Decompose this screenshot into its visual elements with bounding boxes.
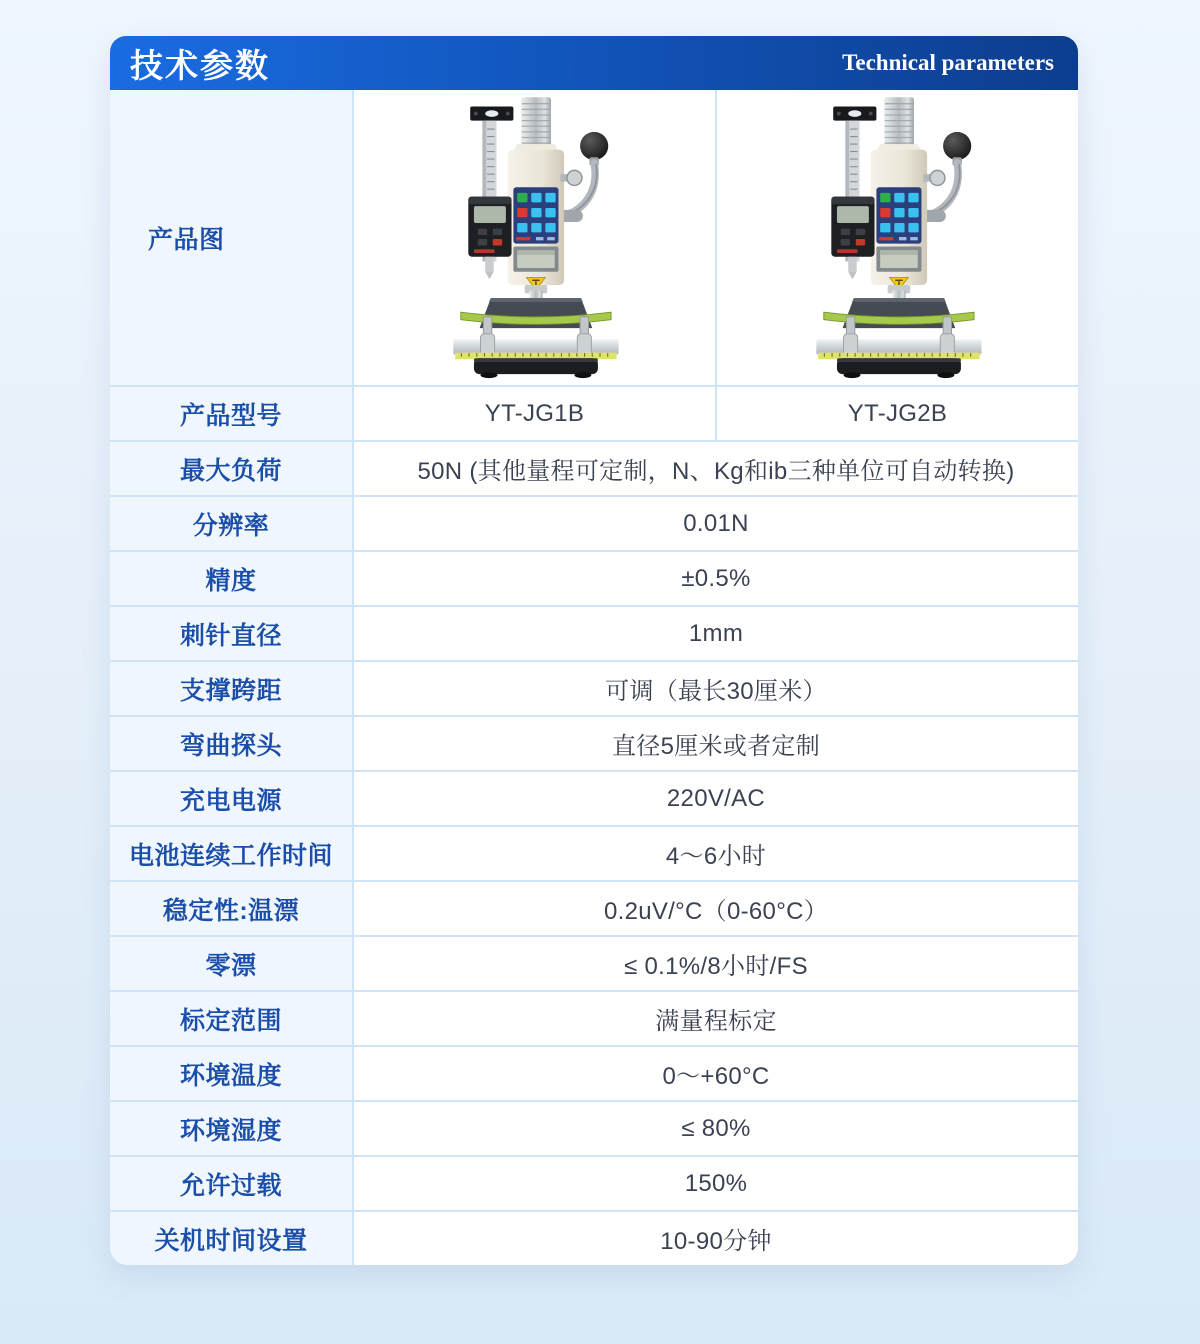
spec-label: 分辨率	[110, 497, 354, 550]
row-allowable-overload	[110, 1155, 1078, 1210]
spec-value: 1mm	[354, 607, 1078, 660]
spec-label: 环境温度	[110, 1047, 354, 1100]
spec-label: 电池连续工作时间	[110, 827, 354, 880]
card-header	[110, 36, 1078, 90]
spec-label: 标定范围	[110, 992, 354, 1045]
row-calibration-range	[110, 990, 1078, 1045]
product-photo-1	[354, 90, 715, 385]
row-product-model	[110, 385, 1078, 440]
row-product-image	[110, 90, 1078, 385]
header-title-zh: 技术参数	[130, 46, 270, 84]
spec-label: 稳定性:温漂	[110, 882, 354, 935]
label-product-image: 产品图	[110, 90, 354, 385]
spec-label: 零漂	[110, 937, 354, 990]
technical-parameters-card	[110, 36, 1078, 1265]
row-needle-diameter	[110, 605, 1078, 660]
spec-value: ≤ 80%	[354, 1102, 1078, 1155]
force-gauge-test-stand-icon	[790, 97, 1006, 379]
spec-value: 50N (其他量程可定制，N、Kg和ib三种单位可自动转换)	[354, 442, 1078, 495]
spec-value: 0.2uV/°C（0-60°C）	[354, 882, 1078, 935]
spec-label: 刺针直径	[110, 607, 354, 660]
row-accuracy	[110, 550, 1078, 605]
row-battery-time	[110, 825, 1078, 880]
row-ambient-temperature	[110, 1045, 1078, 1100]
row-charging-power	[110, 770, 1078, 825]
spec-value: 10-90分钟	[354, 1212, 1078, 1265]
row-ambient-humidity	[110, 1100, 1078, 1155]
force-gauge-test-stand-icon	[427, 97, 643, 379]
row-resolution	[110, 495, 1078, 550]
spec-value: 满量程标定	[354, 992, 1078, 1045]
spec-label: 充电电源	[110, 772, 354, 825]
spec-value: 0～+60°C	[354, 1047, 1078, 1100]
spec-label: 关机时间设置	[110, 1212, 354, 1265]
product-photo-2	[715, 90, 1078, 385]
row-bending-probe	[110, 715, 1078, 770]
value-model-1: YT-JG1B	[354, 387, 715, 440]
spec-label: 最大负荷	[110, 442, 354, 495]
spec-label: 环境湿度	[110, 1102, 354, 1155]
spec-value: 0.01N	[354, 497, 1078, 550]
header-title-en: Technical parameters	[842, 50, 1054, 75]
spec-value: ±0.5%	[354, 552, 1078, 605]
spec-label: 弯曲探头	[110, 717, 354, 770]
spec-value: 可调（最长30厘米）	[354, 662, 1078, 715]
row-support-span	[110, 660, 1078, 715]
row-stability-drift	[110, 880, 1078, 935]
spec-label: 精度	[110, 552, 354, 605]
row-zero-drift	[110, 935, 1078, 990]
row-max-load	[110, 440, 1078, 495]
spec-value: 4～6小时	[354, 827, 1078, 880]
row-shutdown-time	[110, 1210, 1078, 1265]
spec-label: 允许过载	[110, 1157, 354, 1210]
spec-value: 直径5厘米或者定制	[354, 717, 1078, 770]
spec-label: 支撑跨距	[110, 662, 354, 715]
spec-value: ≤ 0.1%/8小时/FS	[354, 937, 1078, 990]
spec-value: 220V/AC	[354, 772, 1078, 825]
label-product-model: 产品型号	[110, 387, 354, 440]
spec-value: 150%	[354, 1157, 1078, 1210]
value-model-2: YT-JG2B	[715, 387, 1078, 440]
